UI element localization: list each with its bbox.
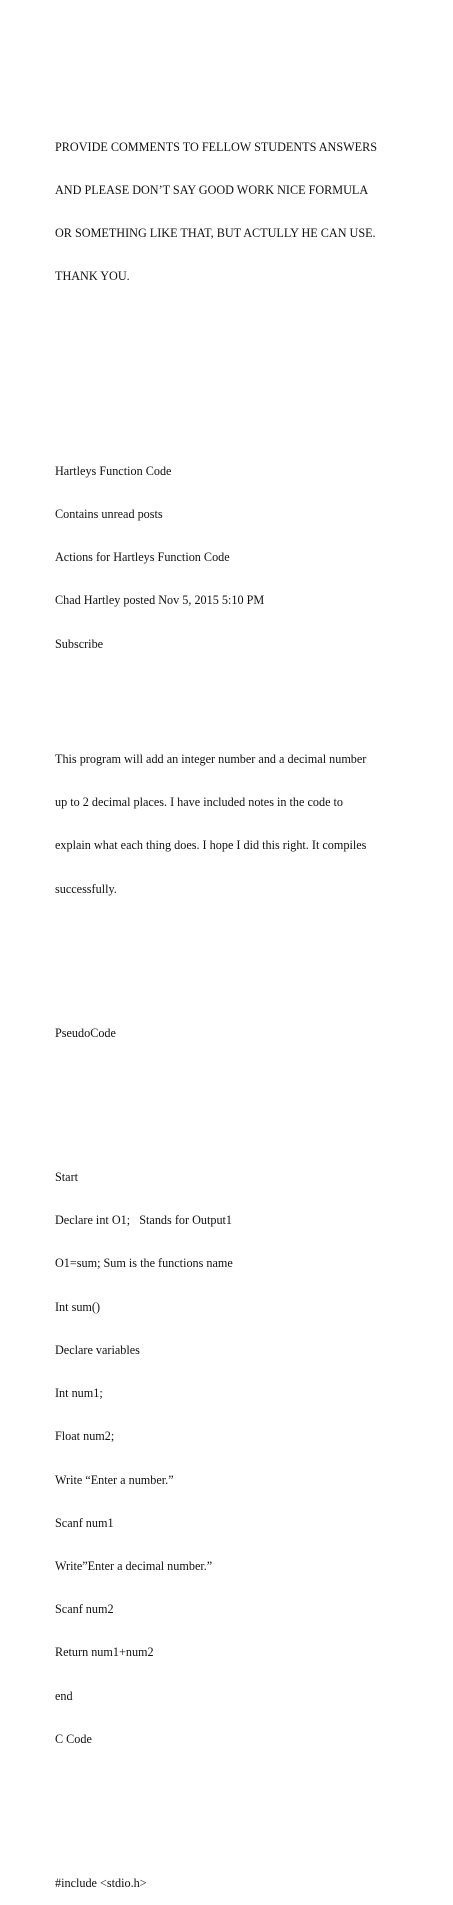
pseudo-line: Scanf num1 [55,1515,114,1530]
pseudo-line: end [55,1688,73,1703]
pseudo-line: Int sum() [55,1299,101,1314]
body-line: This program will add an integer number and a decimal number [55,751,367,766]
body-line: explain what each thing does. I hope I did this right. It compiles [55,838,367,853]
instruction-line: OR SOMETHING LIKE THAT, BUT ACTULLY HE CAN USE. [55,226,376,241]
instruction-block [55,111,415,313]
pseudo-line: O1=sum; Sum is the functions name [55,1256,233,1271]
c-code-line: #include <stdio.h> [55,1876,147,1891]
pseudo-line: Start [55,1170,79,1185]
document-page [55,82,415,1905]
body-line: up to 2 decimal places. I have included notes in the code to [55,795,344,810]
pseudo-line: Int num1; [55,1386,103,1401]
post-author-date: Chad Hartley posted Nov 5, 2015 5:10 PM [55,593,265,608]
post-title: Hartleys Function Code [55,463,172,478]
unread-status: Contains unread posts [55,506,163,521]
subscribe-text: Subscribe [55,636,104,651]
pseudo-line: Return num1+num2 [55,1645,154,1660]
instruction-line: THANK YOU. [55,269,130,284]
pseudocode-heading: PseudoCode [55,1025,116,1040]
pseudo-line: Write”Enter a decimal number.” [55,1559,213,1573]
instruction-line: AND PLEASE DON’T SAY GOOD WORK NICE FORMULA [55,182,369,197]
pseudo-line: Declare variables [55,1342,140,1357]
c-code-heading: C Code [55,1731,92,1746]
pseudo-line: Float num2; [55,1429,115,1444]
pseudo-line: Scanf num2 [55,1602,114,1617]
post-body [55,723,415,925]
pseudocode-block [55,1141,415,1775]
pseudo-line: Write “Enter a number.” [55,1472,174,1487]
post-header [55,435,415,680]
pseudo-line: Declare int O1; Stands for Output1 [55,1213,233,1228]
instruction-line: PROVIDE COMMENTS TO FELLOW STUDENTS ANSWERS [55,139,377,154]
body-line: successfully. [55,881,117,896]
actions-label: Actions for Hartleys Function Code [55,550,230,565]
